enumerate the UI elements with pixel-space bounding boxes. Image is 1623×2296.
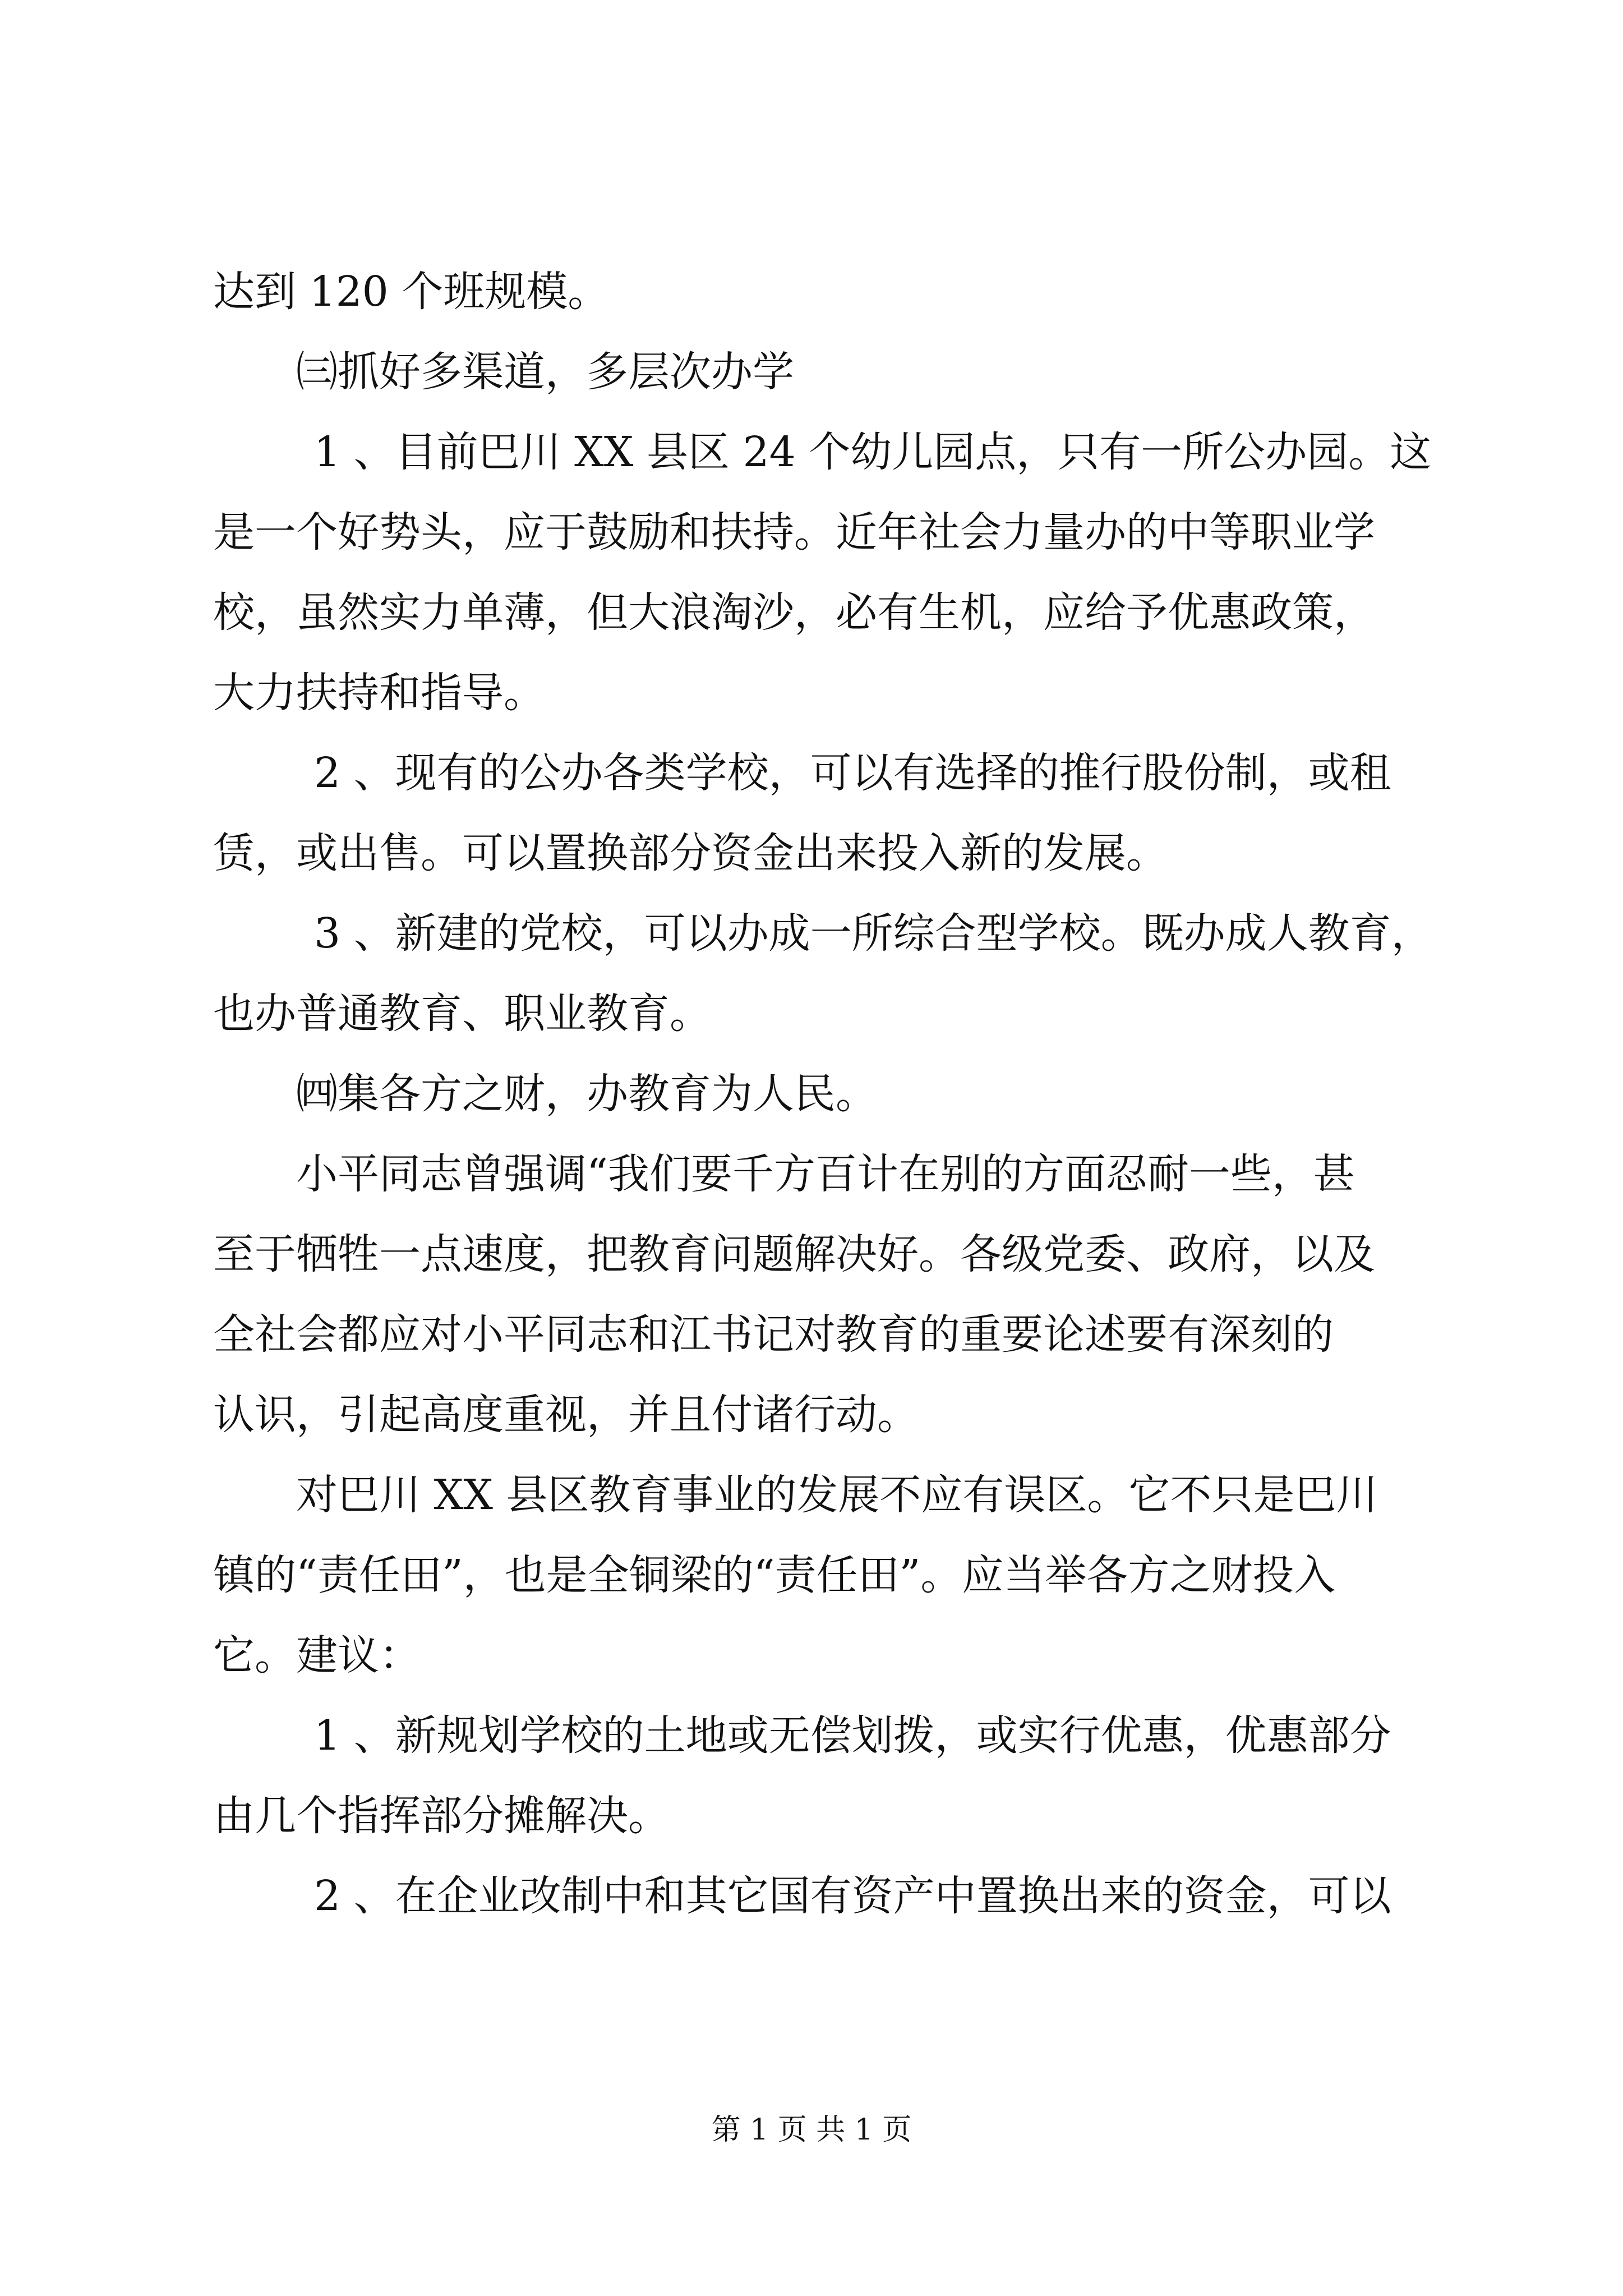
text-line: 校，虽然实力单薄，但大浪淘沙，必有生机，应给予优惠政策， (213, 588, 1375, 637)
text-line: 全社会都应对小平同志和江书记对教育的重要论述要有深刻的 (213, 1310, 1334, 1359)
text-line: 对巴川 XX 县区教育事业的发展不应有误区。它不只是巴川 (296, 1471, 1378, 1519)
text-line: 它。建议： (213, 1631, 421, 1680)
text-line: 赁，或出售。可以置换部分资金出来投入新的发展。 (213, 829, 1168, 877)
text-line: 2 、在企业改制中和其它国有资产中置换出来的资金，可以 (314, 1872, 1391, 1920)
text-line: 3 、新建的党校，可以办成一所综合型学校。既办成人教育， (314, 909, 1433, 958)
page-footer: 第 1 页 共 1 页 (711, 2113, 912, 2147)
text-line: 由几个指挥部分摊解决。 (213, 1792, 670, 1840)
text-line: 大力扶持和指导。 (213, 669, 545, 717)
text-line: 是一个好势头，应于鼓励和扶持。近年社会力量办的中等职业学 (213, 508, 1375, 556)
section-heading: ㈣集各方之财，办教育为人民。 (296, 1070, 877, 1118)
section-heading: ㈢抓好多渠道，多层次办学 (296, 348, 794, 396)
text-line: 认识，引起高度重视，并且付诸行动。 (213, 1391, 919, 1439)
text-line: 至于牺牲一点速度，把教育问题解决好。各级党委、政府，以及 (213, 1230, 1375, 1278)
text-line: 2 、现有的公办各类学校，可以有选择的推行股份制，或租 (314, 749, 1391, 797)
text-line: 也办普通教育、职业教育。 (213, 990, 711, 1038)
text-line: 达到 120 个班规模。 (213, 268, 610, 316)
text-line: 小平同志曾强调“我们要千方百计在别的方面忍耐一些，甚 (296, 1150, 1355, 1198)
text-line: 1 、新规划学校的土地或无偿划拨，或实行优惠，优惠部分 (314, 1711, 1391, 1760)
text-line: 1 、目前巴川 XX 县区 24 个幼儿园点，只有一所公办园。这 (314, 428, 1432, 476)
text-line: 镇的“责任田”，也是全铜梁的“责任田”。应当举各方之财投入 (213, 1551, 1336, 1599)
